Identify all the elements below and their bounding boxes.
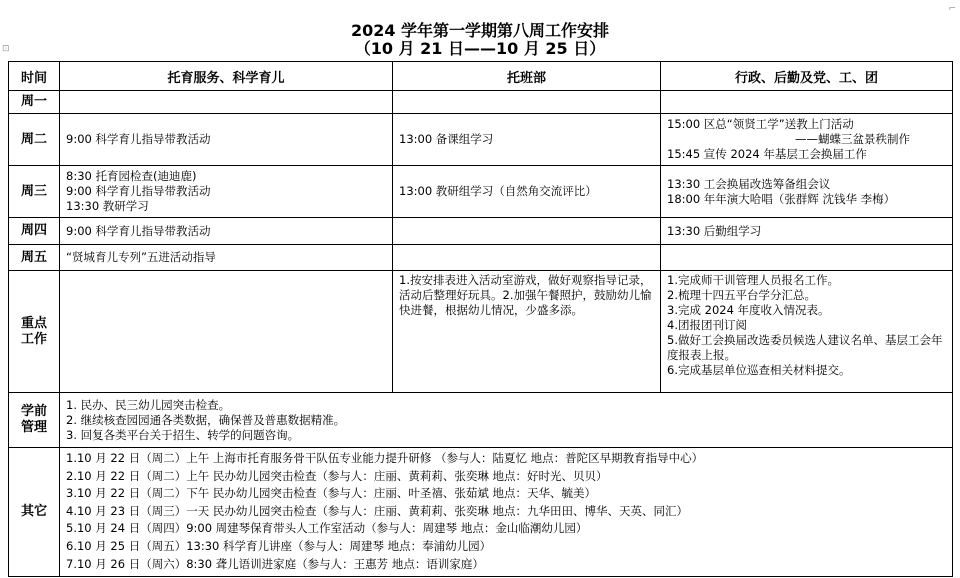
row-other bbox=[9, 448, 953, 577]
friday-col2 bbox=[393, 245, 661, 271]
key-work-col3-item: 4.团报团刊订阅 bbox=[667, 318, 747, 332]
document-subtitle-dates: （10 月 21 日——10 月 25 日） bbox=[354, 39, 606, 58]
wednesday-col3-line: 18:00 年年演大哈唱（张群辉 沈钱华 李梅） bbox=[667, 191, 896, 206]
preschool-label-line: 管理 bbox=[20, 420, 47, 435]
page-corner-mark: ⌐ bbox=[948, 4, 956, 14]
friday-col1: “贤城育儿专列”五进活动指导 bbox=[60, 245, 393, 271]
tuesday-col3-line: ——蝴蝶三盆景秩制作 bbox=[795, 132, 910, 146]
wednesday-col1 bbox=[60, 166, 393, 218]
day-other: 其它 bbox=[9, 448, 60, 577]
day-preschool-management bbox=[9, 393, 60, 448]
key-work-col3-item: 2.梳理十四五平台学分汇总。 bbox=[667, 288, 816, 302]
preschool-item: 2. 继续核查园园通各类数据，确保普及普惠数据精准。 bbox=[66, 412, 346, 427]
day-friday: 周五 bbox=[9, 245, 60, 271]
wednesday-col3-line: 13:30 工会换届改选筹备组会议 bbox=[667, 176, 831, 191]
table-anchor-mark: ⊡ bbox=[2, 44, 10, 54]
document-title: 2024 学年第一学期第八周工作安排 bbox=[350, 21, 610, 40]
tuesday-col3-line: 15:45 宣传 2024 年基层工会换届工作 bbox=[667, 147, 867, 161]
row-thursday bbox=[9, 218, 953, 245]
key-work-col1 bbox=[60, 271, 393, 393]
thursday-col3: 13:30 后勤组学习 bbox=[661, 218, 953, 245]
monday-col1 bbox=[60, 91, 393, 114]
row-friday bbox=[9, 245, 953, 271]
wednesday-col1-line: 13:30 教研学习 bbox=[66, 199, 149, 213]
weekly-schedule-table bbox=[8, 61, 953, 577]
other-item: 6.10 月 25 日（周五）13:30 科学育儿讲座（参与人：周建琴 地点：奉浦幼儿园） bbox=[66, 538, 492, 553]
tuesday-col2: 13:00 备课组学习 bbox=[393, 114, 661, 166]
day-wednesday: 周三 bbox=[9, 166, 60, 218]
other-item: 5.10 月 24 日（周四）9:00 周建琴保育带头人工作室活动（参与人：周建琴 地点：金山临潮幼儿园） bbox=[66, 521, 588, 536]
wednesday-col1-line: 8:30 托育园检查(迪迪鹿) bbox=[66, 169, 197, 183]
monday-col2 bbox=[393, 91, 661, 114]
other-item: 2.10 月 22 日（周二）上午 民办幼儿园突击检查（参与人：庄丽、黄莉莉、张奕琳 地点：好时光、贝贝） bbox=[66, 468, 608, 483]
key-work-col2: 1.按安排表进入活动室游戏，做好观察指导记录，活动后整理好玩具。2.加强午餐照护，鼓励幼儿愉快进餐，根据幼儿情况，少盛多添。 bbox=[393, 271, 661, 393]
tuesday-col3 bbox=[661, 114, 953, 166]
header-row bbox=[9, 62, 953, 91]
wednesday-col1-line: 9:00 科学育儿指导带教活动 bbox=[66, 184, 211, 198]
preschool-label-line: 学前 bbox=[20, 404, 47, 419]
day-tuesday: 周二 bbox=[9, 114, 60, 166]
header-time: 时间 bbox=[9, 62, 60, 91]
key-work-label-line: 重点 bbox=[20, 315, 47, 331]
day-key-work bbox=[9, 271, 60, 393]
key-work-col3-item: 1.完成师干训管理人员报名工作。 bbox=[667, 273, 839, 287]
other-item: 7.10 月 26 日（周六）8:30 聋儿语训进家庭（参与人：王惠芳 地点：语训家庭） bbox=[66, 556, 484, 571]
key-work-col3-item: 3.完成 2024 年度收入情况表。 bbox=[667, 303, 830, 317]
key-work-col3-item: 6.完成基层单位巡查相关材料提交。 bbox=[667, 363, 851, 377]
key-work-col3 bbox=[661, 271, 953, 393]
other-item: 3.10 月 22 日（周二）下午 民办幼儿园突击检查（参与人：庄丽、叶圣禧、张茹斌 地点：天华、毓美） bbox=[66, 486, 597, 501]
preschool-item: 3. 回复各类平台关于招生、转学的问题咨询。 bbox=[66, 427, 300, 442]
thursday-col2 bbox=[393, 218, 661, 245]
other-items bbox=[60, 448, 953, 577]
other-item: 1.10 月 22 日（周二）上午 上海市托育服务骨干队伍专业能力提升研修 （参与人：陆夏忆 地点：普陀区早期教育指导中心） bbox=[66, 451, 704, 465]
tuesday-col3-line: 15:00 区总“领贤工学”送教上门活动 bbox=[667, 117, 854, 131]
header-admin-logistics: 行政、后勤及党、工、团 bbox=[661, 62, 953, 91]
tuesday-col1: 9:00 科学育儿指导带教活动 bbox=[60, 114, 393, 166]
day-thursday: 周四 bbox=[9, 218, 60, 245]
monday-col3 bbox=[661, 91, 953, 114]
other-item: 4.10 月 23 日（周三）一天 民办幼儿园突击检查（参与人：庄丽、黄莉莉、张奕琳 地点：九华田田、博华、天英、同汇） bbox=[66, 503, 689, 518]
preschool-item: 1. 民办、民三幼儿园突击检查。 bbox=[66, 397, 231, 412]
friday-col3 bbox=[661, 245, 953, 271]
row-key-work bbox=[9, 271, 953, 393]
wednesday-col2: 13:00 教研组学习（自然角交流评比） bbox=[393, 166, 661, 218]
thursday-col1: 9:00 科学育儿指导带教活动 bbox=[60, 218, 393, 245]
day-monday: 周一 bbox=[9, 91, 60, 114]
row-wednesday bbox=[9, 166, 953, 218]
header-nursery-department: 托班部 bbox=[393, 62, 661, 91]
header-childcare-services: 托育服务、科学育儿 bbox=[60, 62, 393, 91]
preschool-items bbox=[60, 393, 953, 448]
row-preschool-management bbox=[9, 393, 953, 448]
row-tuesday bbox=[9, 114, 953, 166]
key-work-label-line: 工作 bbox=[20, 331, 47, 347]
row-monday bbox=[9, 91, 953, 114]
key-work-col3-item: 5.做好工会换届改选委员候选人建议名单、基层工会年度报表上报。 bbox=[667, 333, 943, 362]
wednesday-col3 bbox=[661, 166, 953, 218]
